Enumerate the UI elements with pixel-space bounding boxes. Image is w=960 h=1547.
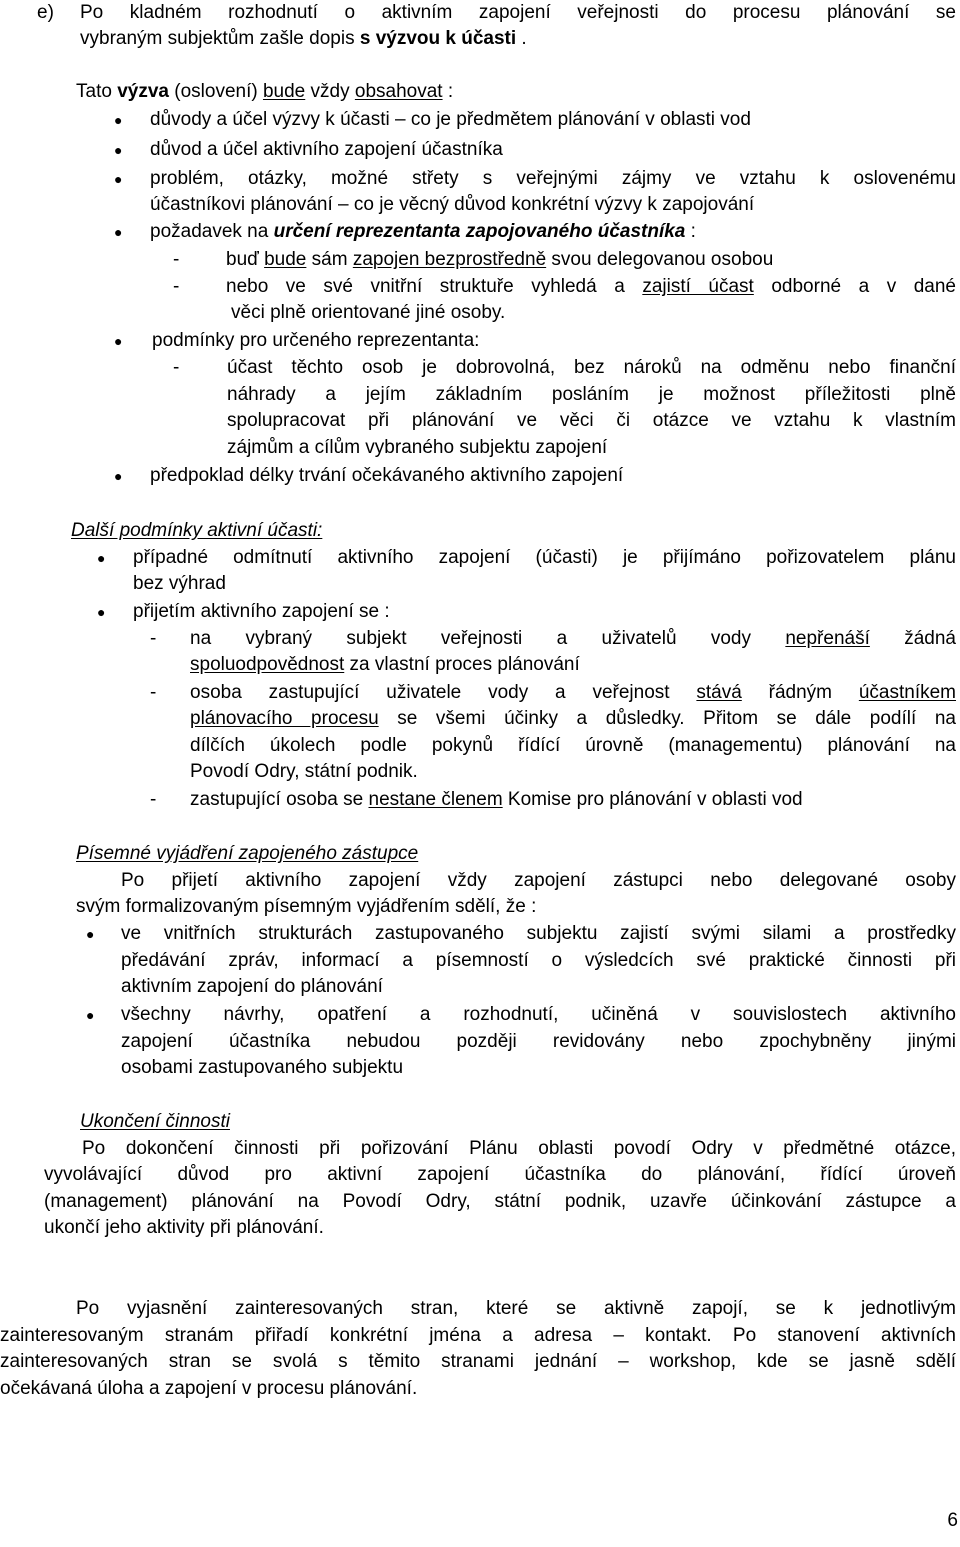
requirement-option-2: nebo ve své vnitřní struktuře vyhledá a zajistí účast odborné a v dané	[226, 276, 957, 297]
condition-line-3: spolupracovat při plánování ve věci či otázce ve vztahu k vlastním	[227, 410, 956, 431]
condition-line-2: náhrady a jejím základním posláním je možnost příležitosti plně	[227, 384, 956, 405]
dalsi-heading: Další podmínky aktivní účasti:	[71, 520, 323, 541]
pisemne-bullet-1: ve vnitřních strukturách zastupovaného subjektu zajistí svými silami a prostředky	[121, 923, 956, 944]
ukonceni-line-2: vyvolávající důvod pro aktivní zapojení účastníka do plánování, řídící úroveň	[44, 1164, 956, 1185]
bullet-dot-icon: ●	[114, 468, 123, 484]
condition-line-4: zájmům a cílům vybraného subjektu zapojení	[227, 437, 608, 458]
bullet-dot-icon: ●	[114, 112, 123, 128]
vyzva-item-2: důvod a účel aktivního zapojení účastníka	[150, 139, 503, 160]
requirement-option-2-cont: věci plně orientované jiné osoby.	[231, 302, 506, 323]
closing-line-2: zainteresovaným stranám přiřadí konkrétní jména a adresa – kontakt. Po stanovení aktivních	[0, 1325, 956, 1346]
dash-icon: -	[150, 628, 157, 649]
dalsi-dash-2-line-2: plánovacího procesu se všemi účinky a důsledky. Přitom se dále podílí na	[190, 708, 956, 729]
bullet-dot-icon: ●	[86, 926, 95, 942]
bullet-dot-icon: ●	[114, 224, 123, 240]
vyzva-item-1: důvody a účel výzvy k účasti – co je předmětem plánování v oblasti vod	[150, 109, 751, 130]
dalsi-bullet-2: přijetím aktivního zapojení se :	[133, 601, 390, 622]
vyzva-item-3-cont: účastníkovi plánování – co je věcný důvod konkrétní výzvy k zapojování	[150, 194, 755, 215]
section-e-label: e)	[37, 2, 54, 23]
pisemne-bullet-2-line-3: osobami zastupovaného subjektu	[121, 1057, 404, 1078]
dalsi-dash-3: zastupující osoba se nestane členem Komise pro plánování v oblasti vod	[190, 789, 803, 810]
section-e-line-2: vybraným subjektům zašle dopis s výzvou k účasti .	[80, 28, 527, 49]
dalsi-bullet-1: případné odmítnutí aktivního zapojení (účasti) je přijímáno pořizovatelem plánu	[133, 547, 956, 568]
page-number: 6	[947, 1510, 958, 1531]
dalsi-dash-1: na vybraný subjekt veřejnosti a uživatelů vody nepřenáší žádná	[190, 628, 956, 649]
ukonceni-heading: Ukončení činnosti	[80, 1111, 230, 1132]
bullet-dot-icon: ●	[114, 333, 123, 349]
pisemne-bullet-1-line-3: aktivním zapojení do plánování	[121, 976, 383, 997]
dash-icon: -	[150, 789, 157, 810]
closing-line-3: zainteresovaných stran se svolá s těmito stranami jednání – workshop, kde se jasně sdělí	[0, 1351, 956, 1372]
vyzva-requirement: požadavek na určení reprezentanta zapojovaného účastníka :	[150, 221, 696, 242]
ukonceni-line-4: ukončí jeho aktivity při plánování.	[44, 1217, 324, 1238]
pisemne-bullet-2: všechny návrhy, opatření a rozhodnutí, učiněná v souvislostech aktivního	[121, 1004, 956, 1025]
dalsi-dash-2-line-4: Povodí Odry, státní podnik.	[190, 761, 418, 782]
dash-icon: -	[173, 249, 180, 270]
closing-line-1: Po vyjasnění zainteresovaných stran, které se aktivně zapojí, se k jednotlivým	[76, 1298, 956, 1319]
closing-line-4: očekávaná úloha a zapojení v procesu plánování.	[0, 1378, 418, 1399]
dash-icon: -	[173, 276, 180, 297]
pisemne-line-1: Po přijetí aktivního zapojení vždy zapojení zástupci nebo delegované osoby	[121, 870, 956, 891]
section-e-line-1: Po kladném rozhodnutí o aktivním zapojení veřejnosti do procesu plánování se	[80, 2, 956, 23]
pisemne-bullet-1-line-2: předávání zpráv, informací a písemností o výsledcích své praktické činnosti při	[121, 950, 956, 971]
vyzva-intro: Tato výzva (oslovení) bude vždy obsahovat :	[76, 81, 454, 102]
requirement-option-1: buď bude sám zapojen bezprostředně svou delegovanou osobou	[226, 249, 774, 270]
pisemne-heading: Písemné vyjádření zapojeného zástupce	[76, 843, 419, 864]
dash-icon: -	[150, 682, 157, 703]
bullet-dot-icon: ●	[97, 604, 106, 620]
dalsi-dash-2: osoba zastupující uživatele vody a veřejnost stává řádným účastníkem	[190, 682, 956, 703]
ukonceni-line-3: (management) plánování na Povodí Odry, státní podnik, uzavře účinkování zástupce a	[44, 1191, 956, 1212]
vyzva-duration: předpoklad délky trvání očekávaného aktivního zapojení	[150, 465, 624, 486]
dalsi-dash-1-cont: spoluodpovědnost za vlastní proces plánování	[190, 654, 580, 675]
pisemne-line-2: svým formalizovaným písemným vyjádřením sdělí, že :	[76, 896, 537, 917]
condition-line-1: účast těchto osob je dobrovolná, bez nároků na odměnu nebo finanční	[227, 357, 956, 378]
dalsi-dash-2-line-3: dílčích úkolech podle pokynů řídící úrovně (managementu) plánování na	[190, 735, 956, 756]
bullet-dot-icon: ●	[97, 550, 106, 566]
dalsi-bullet-1-cont: bez výhrad	[133, 573, 226, 594]
dash-icon: -	[173, 357, 180, 378]
bullet-dot-icon: ●	[114, 142, 123, 158]
vyzva-item-3: problém, otázky, možné střety s veřejnými zájmy ve vztahu k oslovenému	[150, 168, 956, 189]
pisemne-bullet-2-line-2: zapojení účastníka nebudou později revidovány nebo zpochybněny jinými	[121, 1031, 956, 1052]
bullet-dot-icon: ●	[86, 1007, 95, 1023]
ukonceni-line-1: Po dokončení činnosti při pořizování Plánu oblasti povodí Odry v předmětné otázce,	[82, 1138, 956, 1159]
bullet-dot-icon: ●	[114, 171, 123, 187]
vyzva-conditions: podmínky pro určeného reprezentanta:	[152, 330, 480, 351]
